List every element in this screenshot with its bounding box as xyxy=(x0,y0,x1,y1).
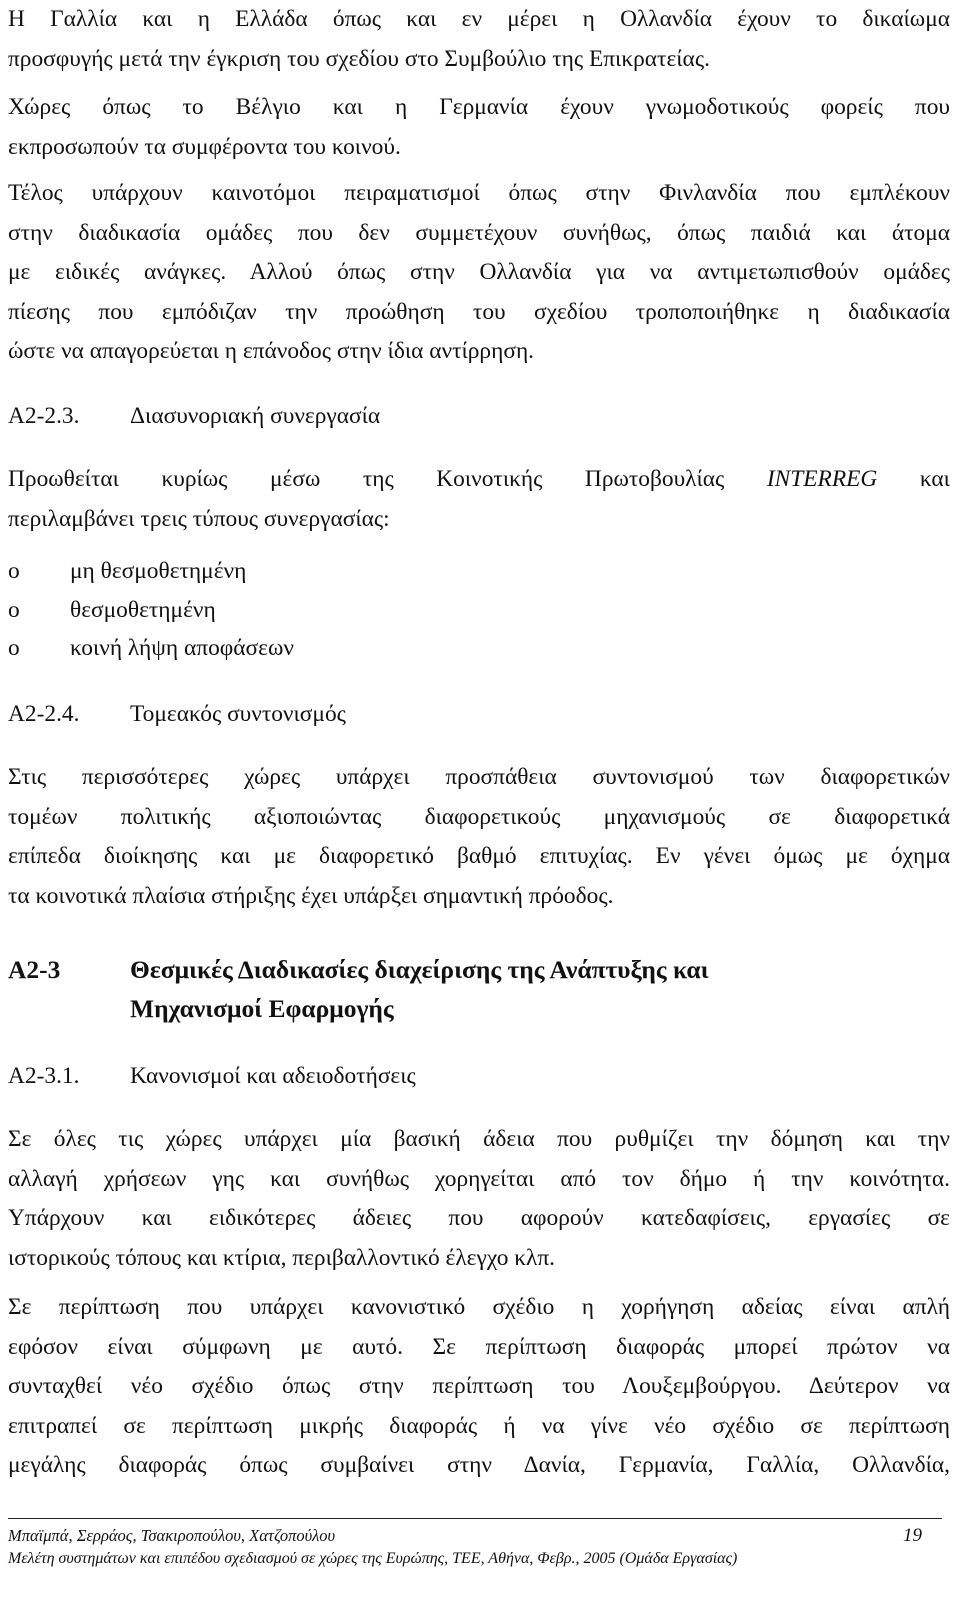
text-line: Τέλος υπάρχουν καινοτόμοι πειραματισμοί όπως στην Φινλανδία που εμπλέκουν xyxy=(8,180,950,206)
footer-authors: Μπαϊμπά, Σερράος, Τσακιροπούλου, Χατζοπούλου xyxy=(8,1526,336,1545)
page-number: 19 xyxy=(903,1525,922,1546)
section-title: Τομεακός συντονισμός xyxy=(130,701,346,727)
list-item xyxy=(8,629,294,668)
paragraph-1 xyxy=(8,0,950,79)
section-title: Διασυνοριακή συνεργασία xyxy=(130,403,381,429)
section-heading-a2-3-1 xyxy=(8,1060,416,1092)
footer-divider xyxy=(8,1518,942,1519)
list-item xyxy=(8,591,294,630)
text-line: ιστορικούς τόπους και κτίρια, περιβαλλοντικό έλεγχο κλπ. xyxy=(8,1244,556,1271)
paragraph-5 xyxy=(8,758,950,916)
list-item-text: κοινή λήψη αποφάσεων xyxy=(70,635,294,662)
section-number: Α2-2.4. xyxy=(8,701,80,727)
bullet-marker: o xyxy=(8,635,20,662)
text-line: Σε όλες τις χώρες υπάρχει μία βασική άδεια που ρυθμίζει την δόμηση και την xyxy=(8,1126,950,1152)
text-line: συνταχθεί νέο σχέδιο όπως στην περίπτωση του Λουξεμβούργου. Δεύτερον να xyxy=(8,1373,950,1400)
section-number: Α2-2.3. xyxy=(8,403,80,429)
text-line: με ειδικές ανάγκες. Αλλού όπως στην Ολλανδία για να αντιμετωπισθούν ομάδες xyxy=(8,259,950,286)
text-line: εφόσον είναι σύμφωνη με αυτό. Σε περίπτωση διαφοράς μπορεί πρώτον να xyxy=(8,1333,950,1360)
paragraph-4 xyxy=(8,460,950,539)
text-line: Σε περίπτωση που υπάρχει κανονιστικό σχέδιο η χορήγηση αδείας είναι απλή xyxy=(8,1294,950,1320)
text-line: τα κοινοτικά πλαίσια στήριξης έχει υπάρξει σημαντική πρόοδος. xyxy=(8,882,614,909)
section-number: Α2-3.1. xyxy=(8,1063,80,1089)
list-item-text: θεσμοθετημένη xyxy=(70,596,216,623)
text-line: επίπεδα διοίκησης και με διαφορετικό βαθμό επιτυχίας. Εν γένει όμως με όχημα xyxy=(8,843,950,870)
text-line xyxy=(8,460,950,500)
text-line: περιλαμβάνει τρεις τύπους συνεργασίας: xyxy=(8,505,390,532)
footer-study-title: Μελέτη συστημάτων και επιπέδου σχεδιασμού σε χώρες της Ευρώπης, ΤΕΕ, Αθήνα, Φεβρ., 2005 (Ομάδα Εργασίας) xyxy=(8,1550,738,1567)
paragraph-2 xyxy=(8,88,950,167)
heading-title-line: Μηχανισμοί Εφαρμογής xyxy=(130,994,394,1023)
bullet-marker: o xyxy=(8,596,20,623)
text-line: επιτραπεί σε περίπτωση μικρής διαφοράς ή να γίνε νέο σχέδιο σε περίπτωση xyxy=(8,1412,950,1439)
heading-number: Α2-3 xyxy=(8,955,61,984)
bullet-list xyxy=(8,552,294,668)
bullet-marker: o xyxy=(8,558,20,584)
list-item xyxy=(8,552,294,591)
text-line: αλλαγή χρήσεων γης και συνήθως χορηγείται από τον δήμο ή την κοινότητα. xyxy=(8,1165,950,1192)
text-line: Χώρες όπως το Βέλγιο και η Γερμανία έχουν γνωμοδοτικούς φορείς που xyxy=(8,94,950,120)
section-title: Κανονισμοί και αδειοδοτήσεις xyxy=(130,1063,416,1089)
heading-title-line: Θεσμικές Διαδικασίες διαχείρισης της Ανάπτυξης και xyxy=(130,955,709,984)
text-line: πίεσης που εμπόδιζαν την προώθηση του σχεδίου τροποποιήθηκε η διαδικασία xyxy=(8,298,950,325)
text-line: Υπάρχουν και ειδικότερες άδειες που αφορούν κατεδαφίσεις, εργασίες σε xyxy=(8,1205,950,1232)
text-line: τομέων πολιτικής αξιοποιώντας διαφορετικούς μηχανισμούς σε διαφορετικά xyxy=(8,803,950,830)
paragraph-7 xyxy=(8,1288,950,1486)
section-heading-a2-2-3 xyxy=(8,400,380,432)
paragraph-3 xyxy=(8,174,950,372)
text-line: ώστε να απαγορεύεται η επάνοδος στην ίδια αντίρρηση. xyxy=(8,338,535,365)
text-line: μεγάλης διαφοράς όπως συμβαίνει στην Δανία, Γερμανία, Γαλλία, Ολλανδία, xyxy=(8,1452,950,1479)
chapter-heading-a2-3 xyxy=(8,950,709,1028)
text-span: Προωθείται κυρίως μέσω της Κοινοτικής Πρωτοβουλίας xyxy=(8,466,725,492)
section-heading-a2-2-4 xyxy=(8,698,346,730)
paragraph-6 xyxy=(8,1120,950,1278)
text-line: εκπροσωπούν τα συμφέροντα του κοινού. xyxy=(8,133,401,160)
text-line: στην διαδικασία ομάδες που δεν συμμετέχουν συνήθως, όπως παιδιά και άτομα xyxy=(8,219,950,246)
list-item-text: μη θεσμοθετημένη xyxy=(70,558,247,584)
heading-title xyxy=(130,950,709,1028)
text-line: προσφυγής μετά την έγκριση του σχεδίου στο Συμβούλιο της Επικρατείας. xyxy=(8,45,710,72)
text-line: Η Γαλλία και η Ελλάδα όπως και εν μέρει η Ολλανδία έχουν το δικαίωμα xyxy=(8,6,950,32)
text-line: Στις περισσότερες χώρες υπάρχει προσπάθεια συντονισμού των διαφορετικών xyxy=(8,764,950,790)
interreg-term: INTERREG xyxy=(766,466,878,492)
text-span: και xyxy=(919,466,950,492)
